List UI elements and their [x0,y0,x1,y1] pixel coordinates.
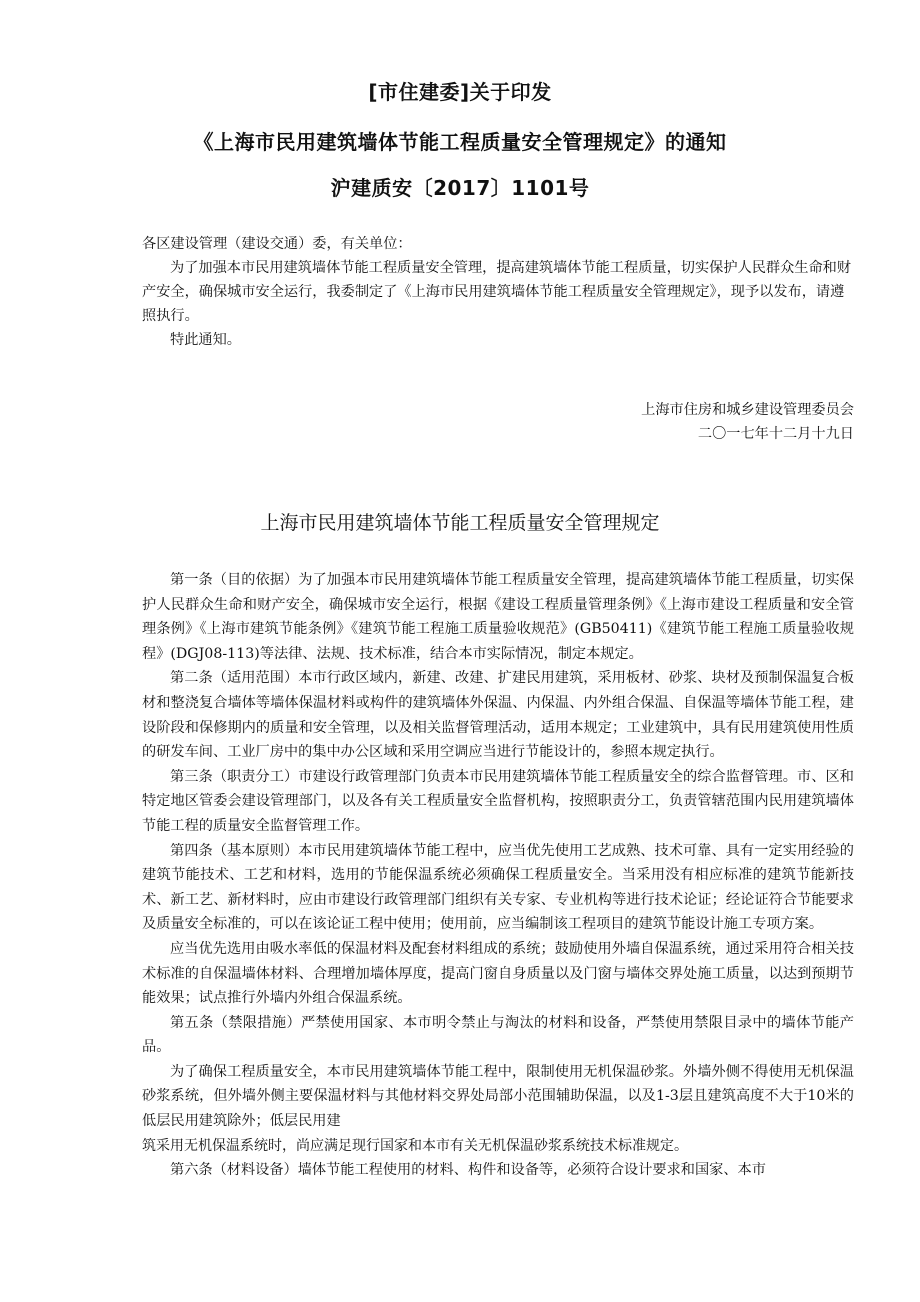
article-paragraph: 应当优先选用由吸水率低的保温材料及配套材料组成的系统；鼓励使用外墙自保温系统，通过采用符合相关技术标准的自保温墙体材料、合理增加墙体厚度，提高门窗自身质量以及门窗与墙体交界处施工质量，以达到预期节能效果；试点推行外墙内外组合保温系统。 [142,940,854,1007]
notice-title-line1: [市住建委]关于印发 [368,80,552,104]
salutation: 各区建设管理（建设交通）委，有关单位： [142,236,412,252]
notice-paragraph: 为了加强本市民用建筑墙体节能工程质量安全管理，提高建筑墙体节能工程质量，切实保护人民群众生命和财产安全，确保城市安全运行，我委制定了《上海市民用建筑墙体节能工程质量安全管理规定》，现予以发布，请遵照执行。 [142,260,852,324]
article-paragraph: 第一条（目的依据）为了加强本市民用建筑墙体节能工程质量安全管理，提高建筑墙体节能工程质量，切实保护人民群众生命和财产安全，确保城市安全运行，根据《建设工程质量管理条例》《上海市建设工程质量和安全管理条例》《上海市建筑节能条例》《建筑节能工程施工质量验收规范》(GB50411)《建筑节能工程施工质量验收规程》(DGJ08-113)等法律、法规、技术标准，结合本市实际情况，制定本规定。 [142,572,854,662]
issuer-name: 上海市住房和城乡建设管理委员会 [641,402,854,418]
article-paragraph: 第二条（适用范围）本市行政区域内，新建、改建、扩建民用建筑，采用板材、砂浆、块材及预制保温复合板材和整浇复合墙体等墙体保温材料或构件的建筑墙体外保温、内保温、内外组合保温、自保温等墙体节能工程，建设阶段和保修期内的质量和安全管理，以及相关监督管理活动，适用本规定；工业建筑中，具有民用建筑使用性质的研发车间、工业厂房中的集中办公区域和采用空调应当进行节能设计的，参照本规定执行。 [142,670,854,761]
regulation-body [142,568,854,1183]
article-paragraph: 为了确保工程质量安全，本市民用建筑墙体节能工程中，限制使用无机保温砂浆。外墙外侧不得使用无机保温砂浆系统，但外墙外侧主要保温材料与其他材料交界处局部小范围辅助保温，以及1-3层且建筑高度不大于10米的低层民用建筑除外；低层民用建 [142,1063,854,1130]
notice-closing: 特此通知。 [170,332,241,348]
issue-date: 二〇一七年十二月十九日 [697,426,854,442]
article-paragraph-continuation: 筑采用无机保温系统时，尚应满足现行国家和本市有关无机保温砂浆系统技术标准规定。 [142,1137,688,1154]
article-paragraph: 第四条（基本原则）本市民用建筑墙体节能工程中，应当优先使用工艺成熟、技术可靠、具有一定实用经验的建筑节能技术、工艺和材料，选用的节能保温系统必须确保工程质量安全。当采用没有相应标准的建筑节能新技术、新工艺、新材料时，应由市建设行政管理部门组织有关专家、专业机构等进行技术论证；经论证符合节能要求及质量安全标准的，可以在该论证工程中使用；使用前，应当编制该工程项目的建筑节能设计施工专项方案。 [142,842,854,933]
regulation-title: 上海市民用建筑墙体节能工程质量安全管理规定 [260,512,660,534]
article-paragraph: 第六条（材料设备）墙体节能工程使用的材料、构件和设备等，必须符合设计要求和国家、本市 [170,1162,766,1179]
notice-body [142,232,854,352]
article-paragraph: 第三条（职责分工）市建设行政管理部门负责本市民用建筑墙体节能工程质量安全的综合监督管理。市、区和特定地区管委会建设管理部门，以及各有关工程质量安全监督机构，按照职责分工，负责管辖范围内民用建筑墙体节能工程的质量安全监督管理工作。 [142,768,854,834]
notice-title-line2: 《上海市民用建筑墙体节能工程质量安全管理规定》的通知 [193,130,727,154]
article-paragraph: 第五条（禁限措施）严禁使用国家、本市明令禁止与淘汰的材料和设备，严禁使用禁限目录中的墙体节能产品。 [142,1014,854,1056]
document-number: 沪建质安〔2017〕1101号 [330,176,590,200]
